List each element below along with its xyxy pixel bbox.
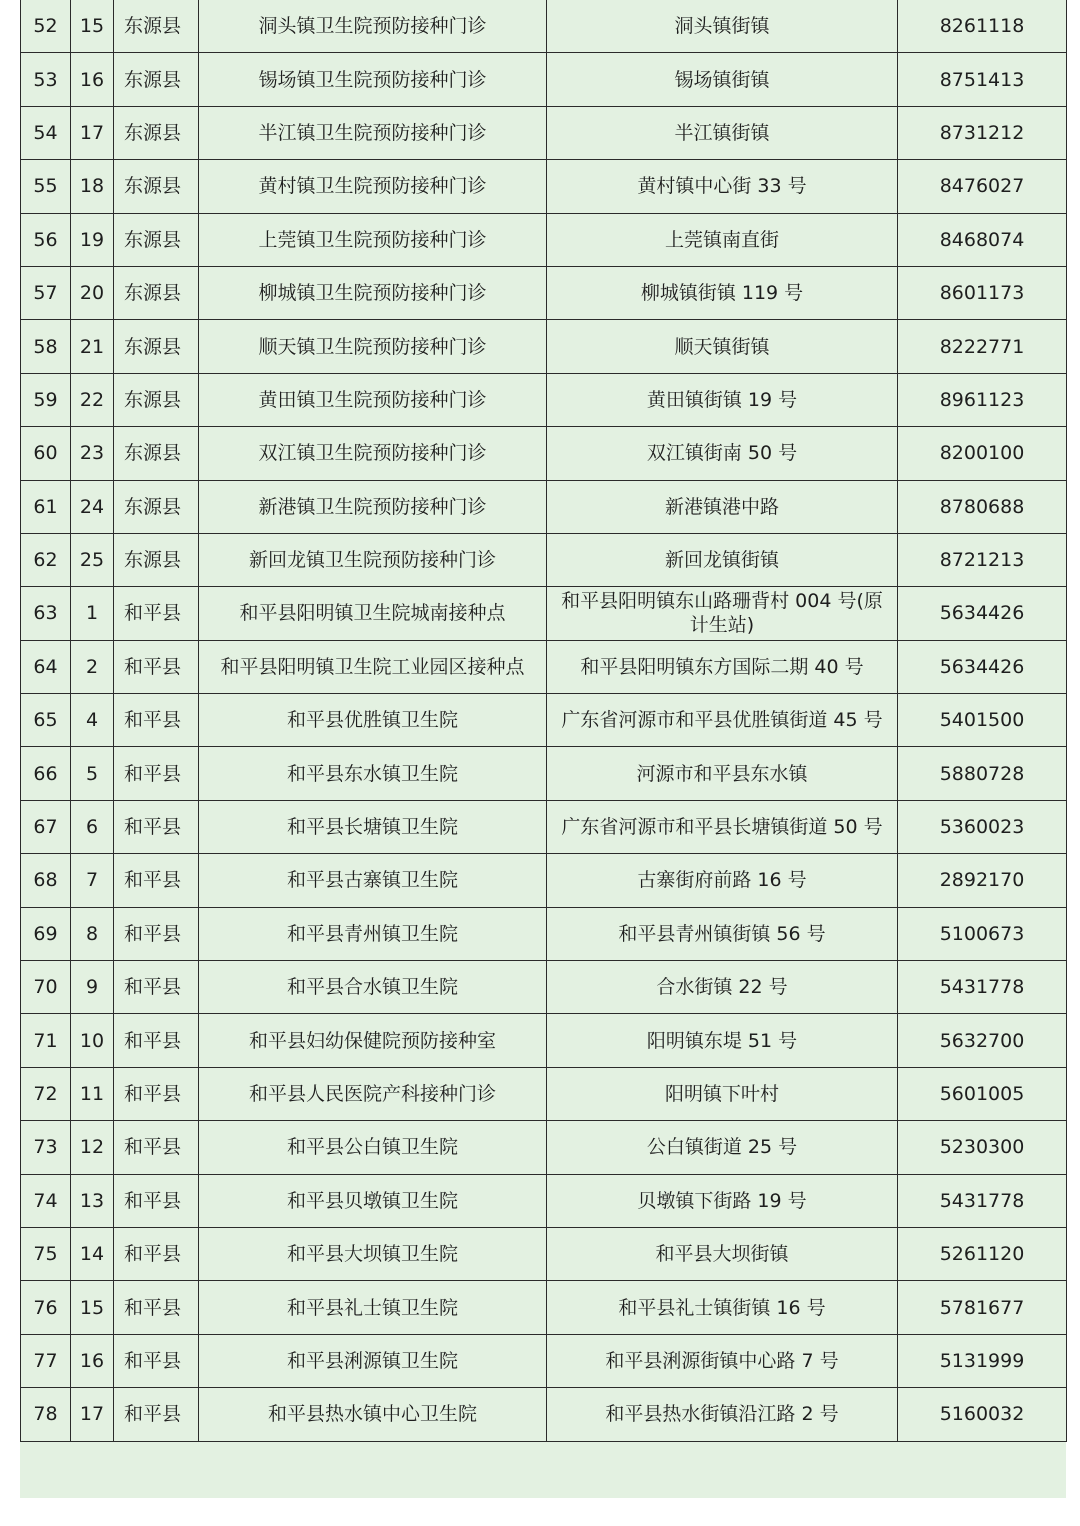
clinic-name-cell: 和平县人民医院产科接种门诊 [199, 1067, 547, 1120]
district-cell: 和平县 [114, 747, 199, 800]
sub-number-cell: 16 [71, 1334, 114, 1387]
address-cell: 和平县热水街镇沿江路 2 号 [547, 1388, 898, 1441]
row-number-cell: 60 [21, 427, 71, 480]
phone-cell: 8468074 [898, 213, 1067, 266]
address-cell: 新港镇港中路 [547, 480, 898, 533]
address-cell: 顺天镇街镇 [547, 320, 898, 373]
phone-cell: 8200100 [898, 427, 1067, 480]
sub-number-cell: 16 [71, 53, 114, 106]
phone-cell: 5431778 [898, 961, 1067, 1014]
row-number-cell: 69 [21, 907, 71, 960]
district-cell: 东源县 [114, 0, 199, 53]
address-cell: 新回龙镇街镇 [547, 533, 898, 586]
clinic-name-cell: 双江镇卫生院预防接种门诊 [199, 427, 547, 480]
district-cell: 和平县 [114, 1388, 199, 1441]
district-cell: 东源县 [114, 53, 199, 106]
table-row [21, 747, 1067, 800]
clinic-name-cell: 和平县公白镇卫生院 [199, 1121, 547, 1174]
phone-cell: 5131999 [898, 1334, 1067, 1387]
table-row [21, 0, 1067, 53]
address-cell: 黄田镇街镇 19 号 [547, 373, 898, 426]
district-cell: 和平县 [114, 854, 199, 907]
phone-cell: 5431778 [898, 1174, 1067, 1227]
sub-number-cell: 17 [71, 106, 114, 159]
district-cell: 和平县 [114, 907, 199, 960]
row-number-cell: 68 [21, 854, 71, 907]
row-number-cell: 70 [21, 961, 71, 1014]
district-cell: 东源县 [114, 160, 199, 213]
clinic-name-cell: 和平县古寨镇卫生院 [199, 854, 547, 907]
sub-number-cell: 7 [71, 854, 114, 907]
address-cell: 河源市和平县东水镇 [547, 747, 898, 800]
clinic-name-cell: 和平县热水镇中心卫生院 [199, 1388, 547, 1441]
sub-number-cell: 4 [71, 694, 114, 747]
district-cell: 东源县 [114, 213, 199, 266]
address-cell: 公白镇街道 25 号 [547, 1121, 898, 1174]
district-cell: 东源县 [114, 427, 199, 480]
row-number-cell: 54 [21, 106, 71, 159]
clinic-name-cell: 锡场镇卫生院预防接种门诊 [199, 53, 547, 106]
address-cell: 阳明镇下叶村 [547, 1067, 898, 1120]
phone-cell: 8601173 [898, 266, 1067, 319]
row-number-cell: 59 [21, 373, 71, 426]
row-number-cell: 78 [21, 1388, 71, 1441]
clinic-name-cell: 和平县贝墩镇卫生院 [199, 1174, 547, 1227]
table-row [21, 907, 1067, 960]
clinic-name-cell: 半江镇卫生院预防接种门诊 [199, 106, 547, 159]
phone-cell: 5401500 [898, 694, 1067, 747]
phone-cell: 5601005 [898, 1067, 1067, 1120]
table-row [21, 106, 1067, 159]
sub-number-cell: 15 [71, 1281, 114, 1334]
clinic-name-cell: 洞头镇卫生院预防接种门诊 [199, 0, 547, 53]
address-cell: 上莞镇南直街 [547, 213, 898, 266]
clinic-name-cell: 和平县大坝镇卫生院 [199, 1227, 547, 1280]
sub-number-cell: 9 [71, 961, 114, 1014]
district-cell: 东源县 [114, 320, 199, 373]
clinic-name-cell: 和平县优胜镇卫生院 [199, 694, 547, 747]
district-cell: 和平县 [114, 1227, 199, 1280]
row-number-cell: 74 [21, 1174, 71, 1227]
table-row [21, 160, 1067, 213]
clinic-name-cell: 和平县阳明镇卫生院工业园区接种点 [199, 640, 547, 693]
clinic-name-cell: 柳城镇卫生院预防接种门诊 [199, 266, 547, 319]
table-row [21, 53, 1067, 106]
table-row [21, 1334, 1067, 1387]
district-cell: 和平县 [114, 694, 199, 747]
clinic-name-cell: 和平县礼士镇卫生院 [199, 1281, 547, 1334]
address-cell: 和平县礼士镇街镇 16 号 [547, 1281, 898, 1334]
district-cell: 东源县 [114, 533, 199, 586]
address-cell: 半江镇街镇 [547, 106, 898, 159]
table-row [21, 266, 1067, 319]
phone-cell: 2892170 [898, 854, 1067, 907]
table-row [21, 1174, 1067, 1227]
clinic-name-cell: 和平县合水镇卫生院 [199, 961, 547, 1014]
district-cell: 和平县 [114, 800, 199, 853]
row-number-cell: 67 [21, 800, 71, 853]
sub-number-cell: 17 [71, 1388, 114, 1441]
address-cell: 古寨街府前路 16 号 [547, 854, 898, 907]
row-number-cell: 77 [21, 1334, 71, 1387]
row-number-cell: 72 [21, 1067, 71, 1120]
sub-number-cell: 8 [71, 907, 114, 960]
address-cell: 广东省河源市和平县优胜镇街道 45 号 [547, 694, 898, 747]
clinic-name-cell: 和平县阳明镇卫生院城南接种点 [199, 587, 547, 640]
table-row [21, 480, 1067, 533]
address-cell: 和平县阳明镇东山路珊背村 004 号(原计生站) [547, 587, 898, 640]
sub-number-cell: 25 [71, 533, 114, 586]
phone-cell: 5634426 [898, 640, 1067, 693]
sub-number-cell: 12 [71, 1121, 114, 1174]
row-number-cell: 71 [21, 1014, 71, 1067]
sub-number-cell: 1 [71, 587, 114, 640]
sub-number-cell: 14 [71, 1227, 114, 1280]
sub-number-cell: 5 [71, 747, 114, 800]
sub-number-cell: 24 [71, 480, 114, 533]
sub-number-cell: 22 [71, 373, 114, 426]
phone-cell: 8961123 [898, 373, 1067, 426]
clinic-name-cell: 和平县长塘镇卫生院 [199, 800, 547, 853]
clinic-name-cell: 和平县东水镇卫生院 [199, 747, 547, 800]
phone-cell: 5230300 [898, 1121, 1067, 1174]
sub-number-cell: 13 [71, 1174, 114, 1227]
clinic-name-cell: 新港镇卫生院预防接种门诊 [199, 480, 547, 533]
row-number-cell: 56 [21, 213, 71, 266]
table-row [21, 587, 1067, 640]
clinic-name-cell: 和平县青州镇卫生院 [199, 907, 547, 960]
phone-cell: 8721213 [898, 533, 1067, 586]
row-number-cell: 58 [21, 320, 71, 373]
table-row [21, 640, 1067, 693]
table-row [21, 1067, 1067, 1120]
phone-cell: 8222771 [898, 320, 1067, 373]
phone-cell: 8731212 [898, 106, 1067, 159]
vaccination-clinic-table [20, 0, 1067, 1442]
sub-number-cell: 18 [71, 160, 114, 213]
clinic-name-cell: 和平县浰源镇卫生院 [199, 1334, 547, 1387]
phone-cell: 5632700 [898, 1014, 1067, 1067]
table-row [21, 213, 1067, 266]
table-row [21, 800, 1067, 853]
row-number-cell: 61 [21, 480, 71, 533]
address-cell: 洞头镇街镇 [547, 0, 898, 53]
phone-cell: 5634426 [898, 587, 1067, 640]
clinic-name-cell: 顺天镇卫生院预防接种门诊 [199, 320, 547, 373]
row-number-cell: 64 [21, 640, 71, 693]
address-cell: 阳明镇东堤 51 号 [547, 1014, 898, 1067]
sub-number-cell: 10 [71, 1014, 114, 1067]
table-row [21, 320, 1067, 373]
row-number-cell: 75 [21, 1227, 71, 1280]
phone-cell: 8751413 [898, 53, 1067, 106]
district-cell: 和平县 [114, 1334, 199, 1387]
address-cell: 和平县浰源街镇中心路 7 号 [547, 1334, 898, 1387]
sub-number-cell: 23 [71, 427, 114, 480]
clinic-name-cell: 黄村镇卫生院预防接种门诊 [199, 160, 547, 213]
district-cell: 和平县 [114, 1014, 199, 1067]
address-cell: 和平县大坝街镇 [547, 1227, 898, 1280]
sub-number-cell: 11 [71, 1067, 114, 1120]
sub-number-cell: 19 [71, 213, 114, 266]
sub-number-cell: 15 [71, 0, 114, 53]
district-cell: 东源县 [114, 266, 199, 319]
address-cell: 广东省河源市和平县长塘镇街道 50 号 [547, 800, 898, 853]
clinic-name-cell: 上莞镇卫生院预防接种门诊 [199, 213, 547, 266]
district-cell: 东源县 [114, 106, 199, 159]
address-cell: 黄村镇中心街 33 号 [547, 160, 898, 213]
district-cell: 和平县 [114, 1174, 199, 1227]
district-cell: 和平县 [114, 640, 199, 693]
district-cell: 东源县 [114, 373, 199, 426]
table-row [21, 427, 1067, 480]
table-row [21, 1014, 1067, 1067]
district-cell: 和平县 [114, 1281, 199, 1334]
address-cell: 双江镇街南 50 号 [547, 427, 898, 480]
address-cell: 和平县阳明镇东方国际二期 40 号 [547, 640, 898, 693]
sub-number-cell: 6 [71, 800, 114, 853]
phone-cell: 8476027 [898, 160, 1067, 213]
sub-number-cell: 2 [71, 640, 114, 693]
district-cell: 和平县 [114, 961, 199, 1014]
address-cell: 柳城镇街镇 119 号 [547, 266, 898, 319]
district-cell: 和平县 [114, 587, 199, 640]
sub-number-cell: 20 [71, 266, 114, 319]
address-cell: 和平县青州镇街镇 56 号 [547, 907, 898, 960]
row-number-cell: 76 [21, 1281, 71, 1334]
clinic-name-cell: 和平县妇幼保健院预防接种室 [199, 1014, 547, 1067]
table-row [21, 694, 1067, 747]
clinic-name-cell: 新回龙镇卫生院预防接种门诊 [199, 533, 547, 586]
row-number-cell: 55 [21, 160, 71, 213]
row-number-cell: 62 [21, 533, 71, 586]
district-cell: 和平县 [114, 1067, 199, 1120]
row-number-cell: 53 [21, 53, 71, 106]
clinic-name-cell: 黄田镇卫生院预防接种门诊 [199, 373, 547, 426]
row-number-cell: 52 [21, 0, 71, 53]
phone-cell: 5261120 [898, 1227, 1067, 1280]
table-row [21, 1227, 1067, 1280]
row-number-cell: 73 [21, 1121, 71, 1174]
row-number-cell: 63 [21, 587, 71, 640]
phone-cell: 8780688 [898, 480, 1067, 533]
phone-cell: 5160032 [898, 1388, 1067, 1441]
row-number-cell: 66 [21, 747, 71, 800]
district-cell: 东源县 [114, 480, 199, 533]
table-row [21, 373, 1067, 426]
sub-number-cell: 21 [71, 320, 114, 373]
table-row [21, 533, 1067, 586]
table-row [21, 1121, 1067, 1174]
table-row [21, 961, 1067, 1014]
phone-cell: 8261118 [898, 0, 1067, 53]
district-cell: 和平县 [114, 1121, 199, 1174]
phone-cell: 5781677 [898, 1281, 1067, 1334]
address-cell: 贝墩镇下街路 19 号 [547, 1174, 898, 1227]
row-number-cell: 65 [21, 694, 71, 747]
address-cell: 锡场镇街镇 [547, 53, 898, 106]
row-number-cell: 57 [21, 266, 71, 319]
phone-cell: 5880728 [898, 747, 1067, 800]
table-row [21, 1388, 1067, 1441]
vaccination-clinic-table-sheet [20, 0, 1066, 1498]
table-row [21, 854, 1067, 907]
table-body [21, 0, 1067, 1441]
phone-cell: 5360023 [898, 800, 1067, 853]
address-cell: 合水街镇 22 号 [547, 961, 898, 1014]
table-row [21, 1281, 1067, 1334]
phone-cell: 5100673 [898, 907, 1067, 960]
